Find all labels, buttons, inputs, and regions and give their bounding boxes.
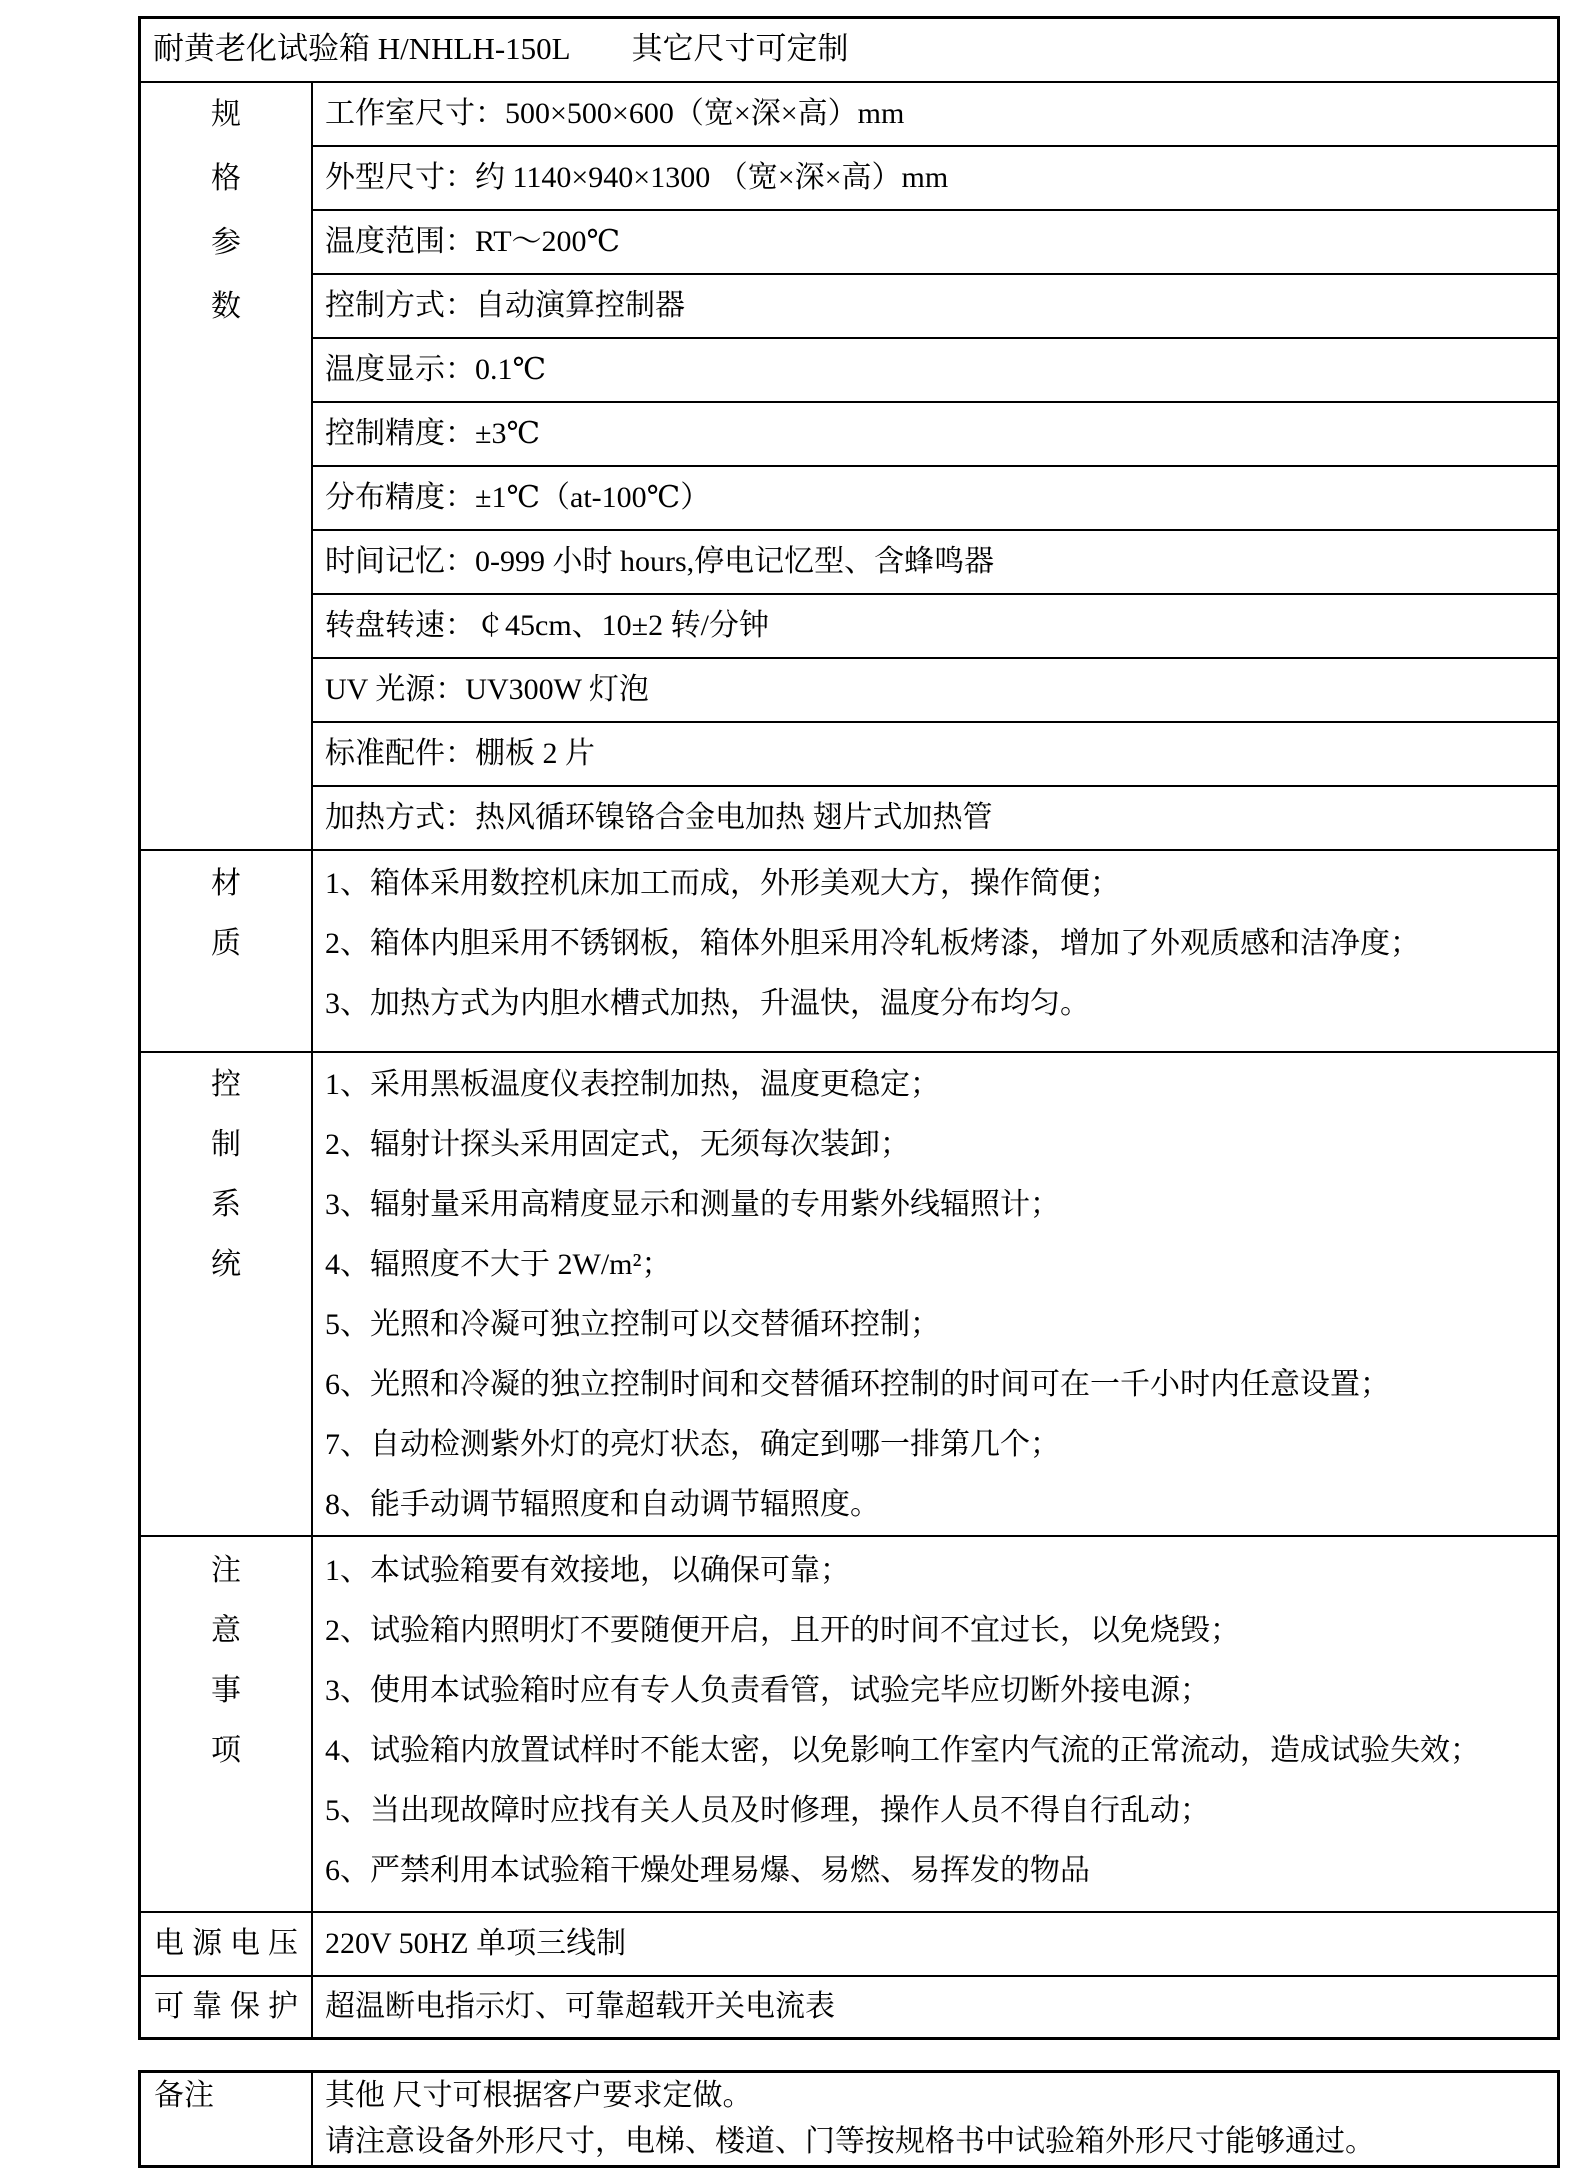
remarks-label-cell: [141, 2073, 313, 2165]
remarks-table: [138, 2070, 1560, 2168]
spec-row: 温度显示：0.1℃: [313, 339, 1557, 403]
label-char: 材: [211, 867, 241, 900]
spec-table: [138, 16, 1560, 2040]
spec-row: UV 光源：UV300W 灯泡: [313, 659, 1557, 723]
section-label-precautions: [141, 1537, 313, 1911]
label-char: 制: [211, 1128, 241, 1161]
section-precautions: [141, 1537, 1557, 1913]
spec-row: 时间记忆：0-999 小时 hours,停电记忆型、含蜂鸣器: [313, 531, 1557, 595]
spec-row: 控制方式：自动演算控制器: [313, 275, 1557, 339]
power-voltage-row: [141, 1913, 1557, 1977]
spec-row: 加热方式：热风循环镍铬合金电加热 翅片式加热管: [325, 801, 993, 834]
control-lines: [313, 1053, 1557, 1535]
material-lines: [313, 851, 1557, 1051]
control-line: 7、自动检测紫外灯的亮灯状态，确定到哪一排第几个；: [325, 1428, 1060, 1461]
label-char: 参: [211, 226, 241, 259]
precaution-line: 5、当出现故障时应找有关人员及时修理，操作人员不得自行乱动；: [325, 1794, 1210, 1827]
label-char: 项: [211, 1734, 241, 1767]
spec-row: 分布精度：±1℃（at-100℃）: [313, 467, 1557, 531]
precaution-line: 6、严禁利用本试验箱干燥处理易爆、易燃、易挥发的物品: [325, 1854, 1090, 1887]
protection-row: [141, 1977, 1557, 2037]
spec-row: 标准配件：棚板 2 片: [313, 723, 1557, 787]
remarks-label: 备注: [154, 2079, 214, 2112]
remarks-content: [313, 2073, 1557, 2165]
spec-row: 转盘转速：￠45cm、10±2 转/分钟: [313, 595, 1557, 659]
remark-line: 请注意设备外形尺寸，电梯、楼道、门等按规格书中试验箱外形尺寸能够通过。: [325, 2125, 1375, 2158]
label-char: 系: [211, 1188, 241, 1221]
label-char: 意: [211, 1614, 241, 1647]
precaution-lines: [313, 1537, 1557, 1911]
material-line: 2、箱体内胆采用不锈钢板，箱体外胆采用冷轧板烤漆，增加了外观质感和洁净度；: [325, 927, 1420, 960]
label-char: 数: [211, 290, 241, 323]
material-line: 1、箱体采用数控机床加工而成，外形美观大方，操作简便；: [325, 867, 1120, 900]
control-line: 5、光照和冷凝可独立控制可以交替循环控制；: [325, 1308, 940, 1341]
remark-line: 其他 尺寸可根据客户要求定做。: [325, 2079, 753, 2112]
control-line: 6、光照和冷凝的独立控制时间和交替循环控制的时间可在一千小时内任意设置；: [325, 1368, 1390, 1401]
control-line: 8、能手动调节辐照度和自动调节辐照度。: [325, 1488, 880, 1521]
spec-row: 外型尺寸：约 1140×940×1300 （宽×深×高）mm: [313, 147, 1557, 211]
precaution-line: 3、使用本试验箱时应有专人负责看管，试验完毕应切断外接电源；: [325, 1674, 1210, 1707]
label-char: 事: [211, 1674, 241, 1707]
power-voltage-label: 电源电压: [141, 1913, 313, 1975]
label-char: 统: [211, 1248, 241, 1281]
label-char: 格: [211, 162, 241, 195]
precaution-line: 2、试验箱内照明灯不要随便开启，且开的时间不宜过长，以免烧毁；: [325, 1614, 1240, 1647]
label-char: 规: [211, 98, 241, 131]
spec-row: 控制精度：±3℃: [313, 403, 1557, 467]
section-material: [141, 851, 1557, 1053]
specs-rows: [313, 83, 1557, 849]
label-char: 注: [211, 1554, 241, 1587]
precaution-line: 4、试验箱内放置试样时不能太密，以免影响工作室内气流的正常流动，造成试验失效；: [325, 1734, 1480, 1767]
label-char: 控: [211, 1068, 241, 1101]
control-line: 2、辐射计探头采用固定式，无须每次装卸；: [325, 1128, 910, 1161]
control-line: 1、采用黑板温度仪表控制加热，温度更稳定；: [325, 1068, 940, 1101]
label-char: 质: [211, 927, 241, 960]
section-label-specs: [141, 83, 313, 849]
protection-label: 可靠保护: [141, 1977, 313, 2037]
spec-row: 温度范围：RT～200℃: [313, 211, 1557, 275]
spec-row: 工作室尺寸：500×500×600（宽×深×高）mm: [313, 83, 1557, 147]
table-title: 耐黄老化试验箱 H/NHLH-150L 其它尺寸可定制: [141, 19, 1557, 83]
section-label-control-system: [141, 1053, 313, 1535]
power-voltage-value: 220V 50HZ 单项三线制: [325, 1927, 627, 1960]
control-line: 3、辐射量采用高精度显示和测量的专用紫外线辐照计；: [325, 1188, 1060, 1221]
section-control-system: [141, 1053, 1557, 1537]
material-line: 3、加热方式为内胆水槽式加热，升温快，温度分布均匀。: [325, 987, 1090, 1020]
precaution-line: 1、本试验箱要有效接地，以确保可靠；: [325, 1554, 850, 1587]
control-line: 4、辐照度不大于 2W/m²；: [325, 1248, 672, 1281]
section-label-material: [141, 851, 313, 1051]
protection-value: 超温断电指示灯、可靠超载开关电流表: [325, 1990, 835, 2023]
section-specs: [141, 83, 1557, 851]
